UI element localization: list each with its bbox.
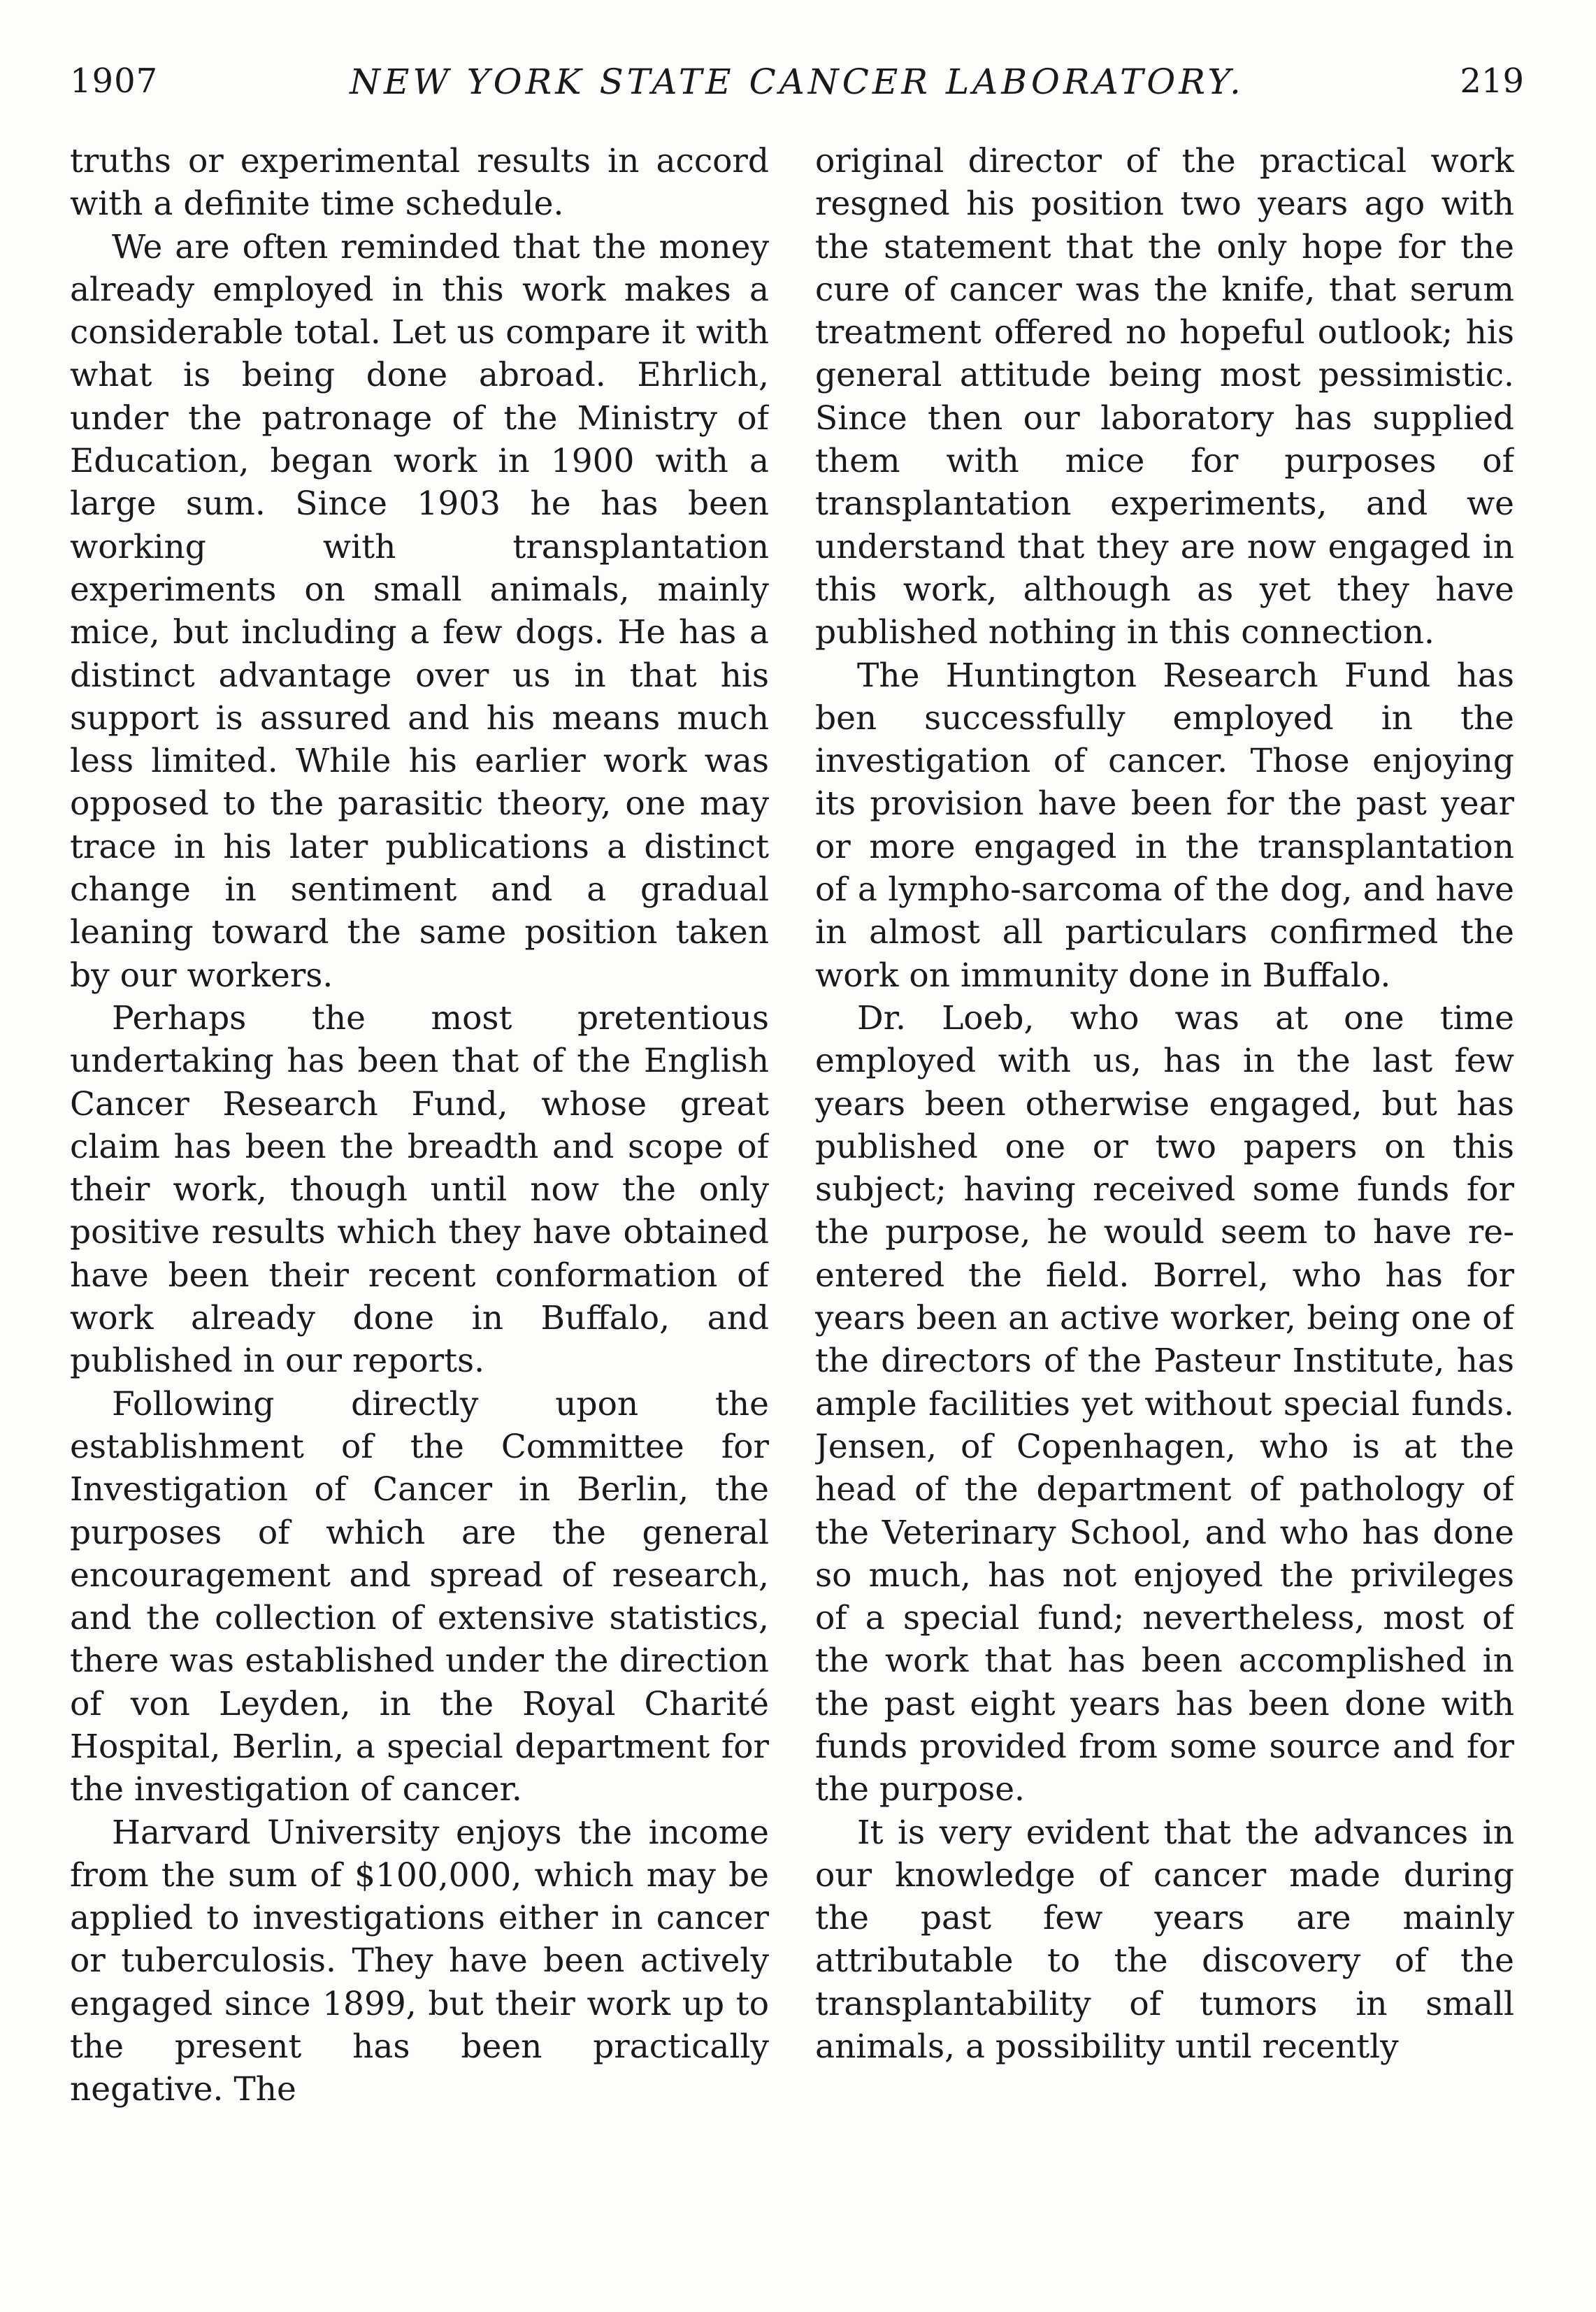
left-column [70, 140, 769, 2251]
paragraph: The Huntington Research Fund has ben successfully employed in the investigation of cancer. Those enjoying its provision have been for the past year or more engaged in the transplantation of a lympho-sarcoma of the dog, and have in almost all particulars confirmed the work on immunity done in Buffalo. [815, 656, 1514, 995]
page-number: 219 [1460, 62, 1524, 101]
right-column-text [815, 140, 1514, 2068]
right-column [815, 140, 1514, 2251]
header-year: 1907 [70, 62, 159, 101]
paragraph: Dr. Loeb, who was at one time employed with us, has in the last few years been otherwise engaged, but has published one or two papers on this subject; having received some funds for the purpose, he would seem to have re-entered the field. Borrel, who has for years been an active worker, being one of the directors of the Pasteur Institute, has ample facilities yet without special funds. Jensen, of Copenhagen, who is at the head of the department of pathology of the Veterinary School, and who has done so much, has not enjoyed the privileges of a special fund; nevertheless, most of the work that has been accomplished in the past eight years has been done with funds provided from some source and for the purpose. [815, 998, 1514, 1809]
paragraph: original director of the practical work resgned his position two years ago with the statement that the only hope for the cure of cancer was the knife, that serum treatment offered no hopeful outlook; his general attitude being most pessimistic. Since then our laboratory has supplied them with mice for purposes of transplantation experiments, and we understand that they are now engaged in this work, although as yet they have published nothing in this connection. [815, 142, 1514, 652]
running-header [70, 62, 1524, 117]
paragraph: We are often reminded that the money already employed in this work makes a considerable total. Let us compare it with what is being done abroad. Ehrlich, under the patronage of the Ministry of Education, began work in 1900 with a large sum. Since 1903 he has been working with transplantation experiments on small animals, mainly mice, but including a few dogs. He has a distinct advantage over us in that his support is assured and his means much less limited. While his earlier work was opposed to the parasitic theory, one may trace in his later publications a distinct change in sentiment and a gradual leaning toward the same position taken by our workers. [70, 227, 769, 995]
paragraph: truths or experimental results in accord with a definite time schedule. [70, 142, 769, 224]
left-column-text [70, 140, 769, 2111]
header-title: NEW YORK STATE CANCER LABORATORY. [350, 62, 1244, 102]
paragraph: Perhaps the most pretentious undertaking has been that of the English Cancer Research Fund, whose great claim has been the breadth and scope of their work, though until now the only positive results which they have obtained have been their recent conformation of work already done in Buffalo, and published in our reports. [70, 998, 769, 1381]
paragraph: Harvard University enjoys the income from the sum of $100,000, which may be applied to investigations either in cancer or tuberculosis. They have been actively engaged since 1899, but their work up to the present has been practically negative. The [70, 1813, 769, 2109]
paragraph: It is very evident that the advances in our knowledge of cancer made during the past few years are mainly attributable to the discovery of the transplantability of tumors in small animals, a possibility until recently [815, 1813, 1514, 2067]
paragraph: Following directly upon the establishment of the Committee for Investigation of Cancer in Berlin, the purposes of which are the general encouragement and spread of research, and the collection of extensive statistics, there was established under the direction of von Leyden, in the Royal Charité Hospital, Berlin, a special department for the investigation of cancer. [70, 1384, 769, 1809]
